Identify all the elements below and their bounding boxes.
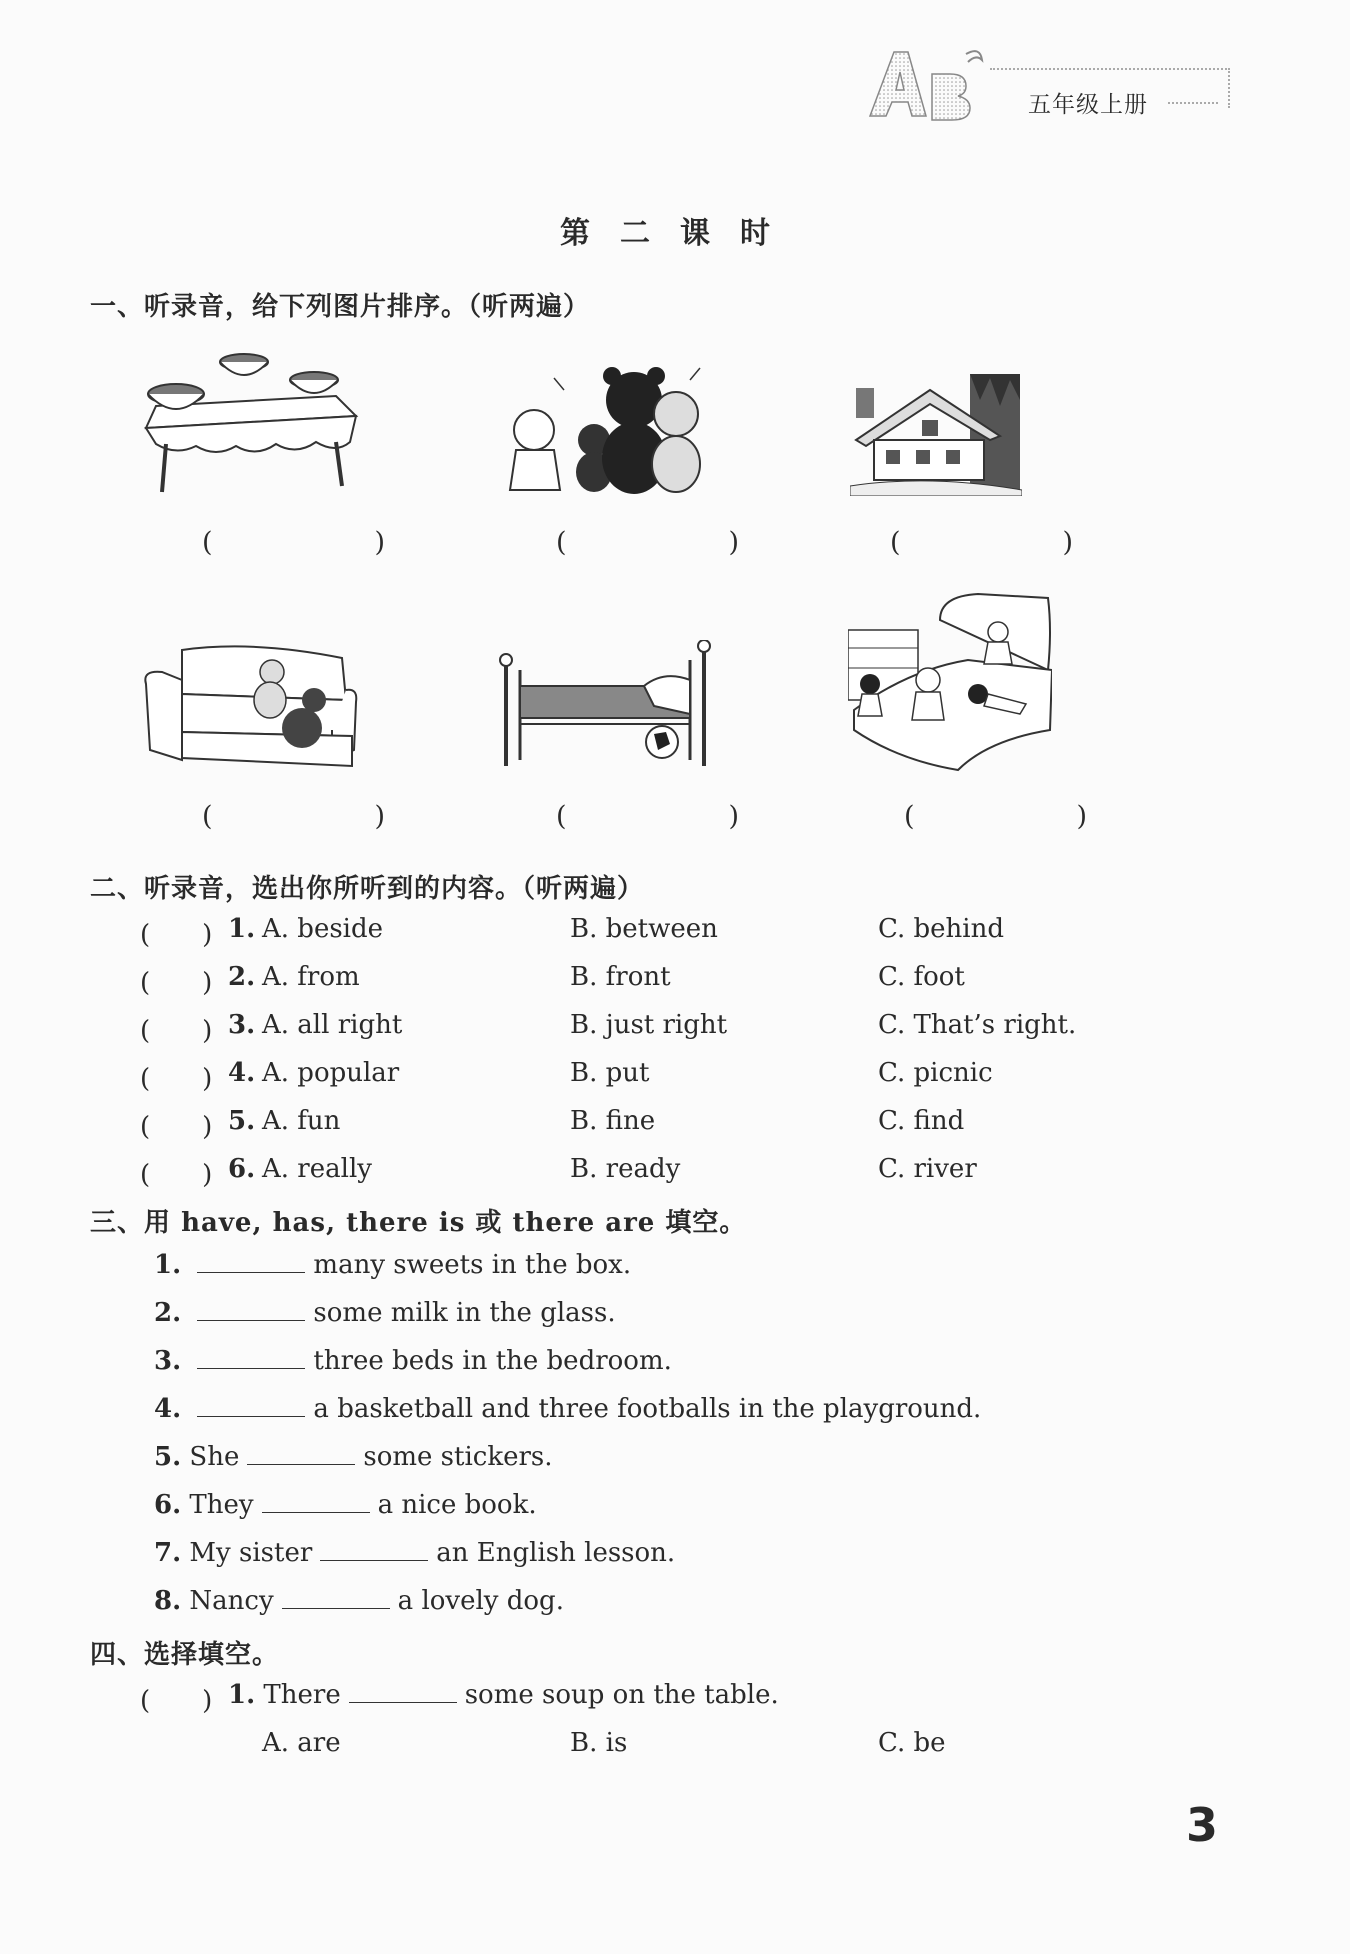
sentence-start: She bbox=[189, 1442, 240, 1472]
answer-paren-pic3[interactable]: ( ) bbox=[890, 527, 1110, 558]
option-b: B. ready bbox=[570, 1154, 681, 1184]
list-item bbox=[140, 1058, 1140, 1098]
answer-blank[interactable] bbox=[247, 1442, 355, 1465]
answer-paren-pic2[interactable]: ( ) bbox=[556, 527, 776, 558]
header-logo bbox=[862, 44, 1002, 124]
ab-logo-icon bbox=[862, 44, 1002, 124]
list-item bbox=[140, 1106, 1140, 1146]
answer-paren-pic5[interactable]: ( ) bbox=[556, 801, 776, 832]
option-a: A. really bbox=[262, 1154, 372, 1184]
sofa-with-bears-picture bbox=[142, 640, 358, 770]
question-number: 1. bbox=[154, 1250, 182, 1280]
section4-title: 四、选择填空。 bbox=[90, 1640, 280, 1670]
page-number: 3 bbox=[1186, 1798, 1219, 1852]
option-c: C. be bbox=[878, 1728, 946, 1758]
answer-paren[interactable]: ( ) bbox=[140, 1112, 213, 1142]
answer-paren[interactable]: ( ) bbox=[140, 1686, 213, 1716]
lesson-title: 第 二 课 时 bbox=[560, 216, 770, 251]
list-item bbox=[140, 1154, 1140, 1194]
option-c: C. That’s right. bbox=[878, 1010, 1077, 1040]
list-item bbox=[154, 1442, 553, 1472]
option-b: B. fine bbox=[570, 1106, 656, 1136]
option-b: B. put bbox=[570, 1058, 650, 1088]
section3-title-words2: there are bbox=[512, 1208, 656, 1238]
answer-paren-pic6[interactable]: ( ) bbox=[904, 801, 1124, 832]
list-item bbox=[140, 1680, 1140, 1720]
question-number: 1. bbox=[228, 1680, 256, 1710]
question-number: 4. bbox=[154, 1394, 182, 1424]
small-bed-picture bbox=[494, 640, 714, 770]
question-number: 8. bbox=[154, 1586, 182, 1616]
question-number: 1. bbox=[228, 914, 256, 944]
list-item bbox=[140, 914, 1140, 954]
sentence-end: three beds in the bedroom. bbox=[313, 1346, 672, 1376]
answer-blank[interactable] bbox=[197, 1394, 305, 1417]
answer-paren[interactable]: ( ) bbox=[140, 920, 213, 950]
option-b: B. just right bbox=[570, 1010, 728, 1040]
sentence-end: an English lesson. bbox=[436, 1538, 676, 1568]
option-b: B. front bbox=[570, 962, 671, 992]
answer-paren[interactable]: ( ) bbox=[140, 1016, 213, 1046]
sentence-end: some milk in the glass. bbox=[313, 1298, 616, 1328]
grade-dots bbox=[1168, 102, 1218, 104]
list-item bbox=[140, 1010, 1140, 1050]
answer-blank[interactable] bbox=[282, 1586, 390, 1609]
option-c: C. foot bbox=[878, 962, 965, 992]
section3-title-or: 或 bbox=[475, 1208, 503, 1238]
section3-title-suffix: 填空。 bbox=[665, 1208, 747, 1238]
question-number: 3. bbox=[228, 1010, 256, 1040]
answer-paren[interactable]: ( ) bbox=[140, 1064, 213, 1094]
list-item bbox=[154, 1250, 631, 1280]
answer-paren[interactable]: ( ) bbox=[140, 968, 213, 998]
teddy-bears-picture bbox=[494, 360, 706, 496]
question-number: 6. bbox=[228, 1154, 256, 1184]
answer-paren-pic4[interactable]: ( ) bbox=[202, 801, 422, 832]
question-line bbox=[228, 1680, 779, 1710]
answer-paren[interactable]: ( ) bbox=[140, 1160, 213, 1190]
answer-blank[interactable] bbox=[197, 1250, 305, 1273]
question-number: 2. bbox=[228, 962, 256, 992]
sentence-start: My sister bbox=[189, 1538, 313, 1568]
sentence-start: Nancy bbox=[189, 1586, 274, 1616]
question-number: 7. bbox=[154, 1538, 182, 1568]
list-item bbox=[154, 1298, 616, 1328]
option-a: A. beside bbox=[262, 914, 384, 944]
answer-blank[interactable] bbox=[197, 1298, 305, 1321]
option-b: B. between bbox=[570, 914, 718, 944]
option-c: C. river bbox=[878, 1154, 977, 1184]
answer-blank[interactable] bbox=[349, 1680, 457, 1703]
section3-title-prefix: 三、用 bbox=[90, 1208, 172, 1238]
list-item bbox=[154, 1490, 537, 1520]
table-with-bowls-picture bbox=[136, 346, 362, 496]
option-a: A. from bbox=[262, 962, 360, 992]
section2-title: 二、听录音，选出你所听到的内容。（听两遍） bbox=[90, 874, 645, 904]
list-item bbox=[154, 1346, 672, 1376]
answer-paren-pic1[interactable]: ( ) bbox=[202, 527, 422, 558]
options-row bbox=[140, 1728, 1140, 1768]
option-a: A. popular bbox=[262, 1058, 400, 1088]
section3-title-words: have, has, there is bbox=[181, 1208, 466, 1238]
list-item bbox=[154, 1394, 981, 1424]
sentence-end: a lovely dog. bbox=[397, 1586, 564, 1616]
sentence-start: There bbox=[263, 1680, 341, 1710]
answer-blank[interactable] bbox=[262, 1490, 370, 1513]
question-number: 4. bbox=[228, 1058, 256, 1088]
bed-with-dolls-picture bbox=[848, 590, 1052, 774]
option-b: B. is bbox=[570, 1728, 628, 1758]
option-c: C. behind bbox=[878, 914, 1004, 944]
option-c: C. picnic bbox=[878, 1058, 993, 1088]
list-item bbox=[154, 1538, 675, 1568]
option-a: A. are bbox=[262, 1728, 341, 1758]
question-number: 5. bbox=[154, 1442, 182, 1472]
sentence-end: many sweets in the box. bbox=[313, 1250, 632, 1280]
list-item bbox=[140, 962, 1140, 1002]
option-a: A. fun bbox=[262, 1106, 341, 1136]
answer-blank[interactable] bbox=[320, 1538, 428, 1561]
question-number: 5. bbox=[228, 1106, 256, 1136]
option-c: C. find bbox=[878, 1106, 965, 1136]
sentence-end: a nice book. bbox=[377, 1490, 537, 1520]
list-item bbox=[154, 1586, 564, 1616]
section1-title: 一、听录音，给下列图片排序。（听两遍） bbox=[90, 292, 591, 322]
sentence-end: a basketball and three footballs in the playground. bbox=[313, 1394, 982, 1424]
sentence-end: some stickers. bbox=[363, 1442, 553, 1472]
grade-label: 五年级上册 bbox=[1028, 92, 1148, 118]
question-number: 2. bbox=[154, 1298, 182, 1328]
question-number: 6. bbox=[154, 1490, 182, 1520]
sentence-start: They bbox=[189, 1490, 254, 1520]
option-a: A. all right bbox=[262, 1010, 403, 1040]
question-number: 3. bbox=[154, 1346, 182, 1376]
sentence-end: some soup on the table. bbox=[464, 1680, 779, 1710]
cottage-picture bbox=[850, 370, 1022, 496]
section3-title bbox=[90, 1202, 746, 1239]
answer-blank[interactable] bbox=[197, 1346, 305, 1369]
